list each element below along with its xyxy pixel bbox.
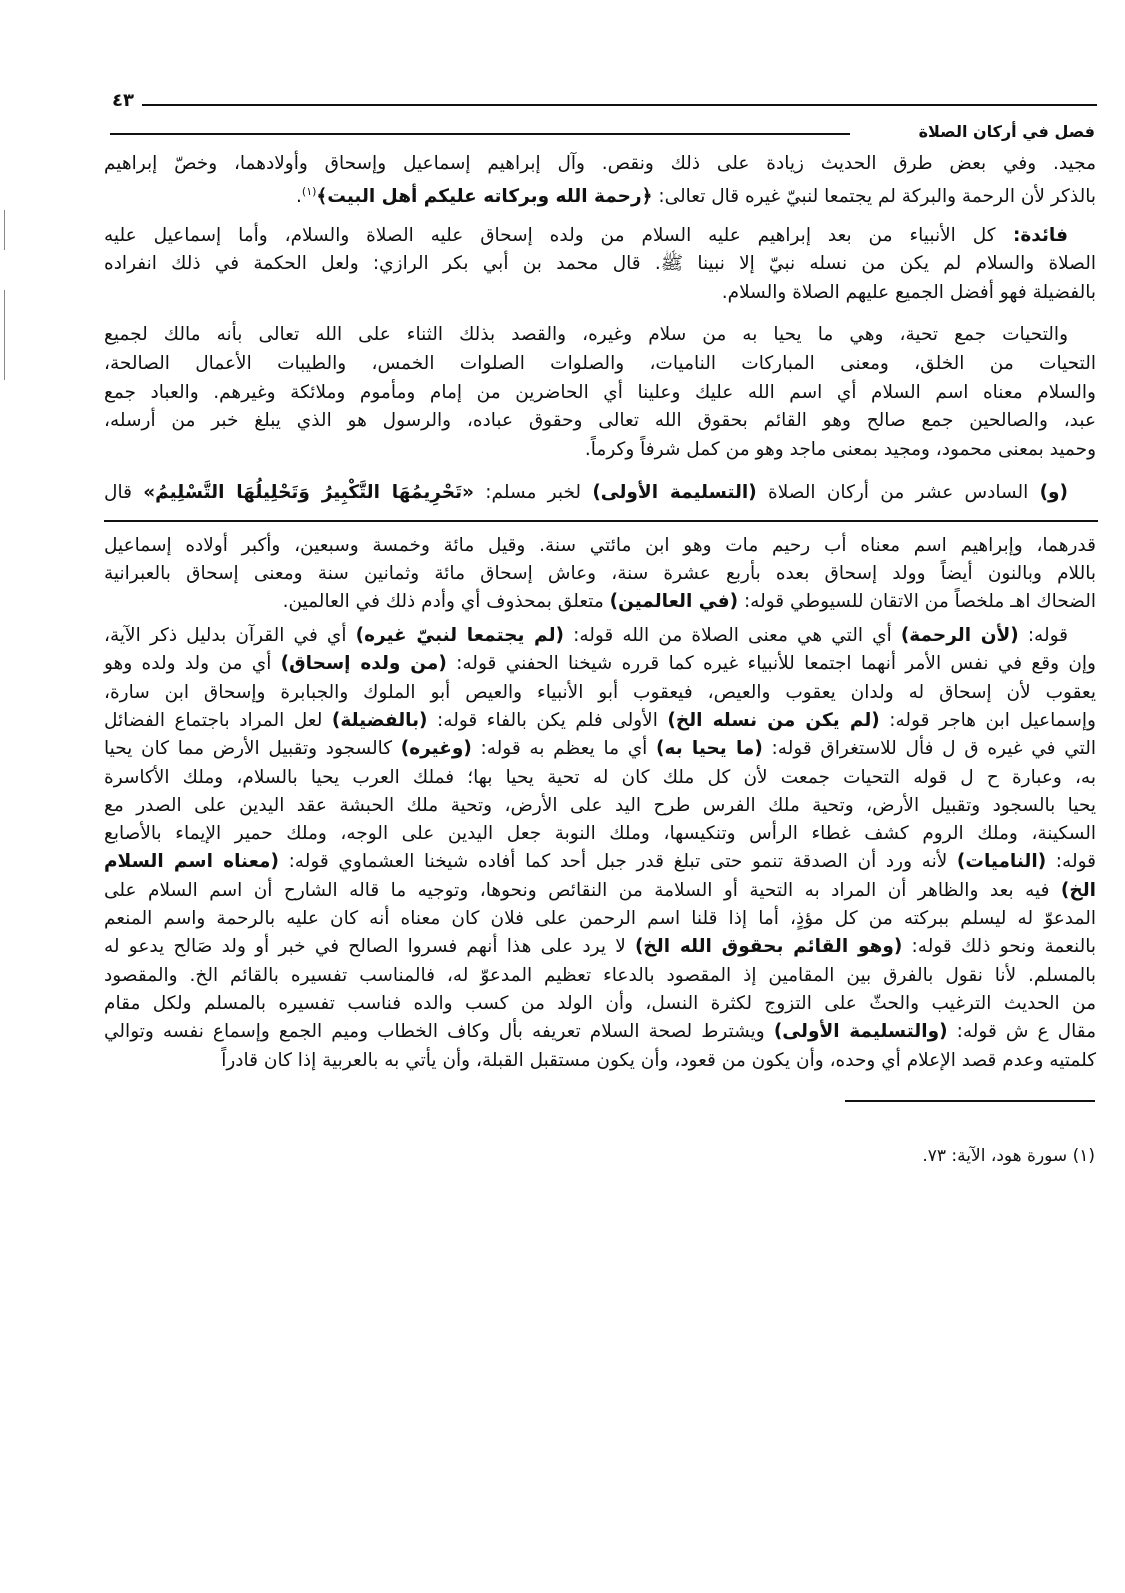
text-segment: كل الأنبياء من بعد إبراهيم عليه السلام من ولده إسحاق عليه الصلاة والسلام، وأما إسماعيل عليه xyxy=(104,225,996,246)
text-segment: باللام وبالنون أيضاً وولد إسحاق بعده بأربع عشرة سنة، وعاش إسحاق مائة وثمانين سنة ومعنى إسحاق بالعبرانية xyxy=(104,563,1096,584)
header-rule xyxy=(142,104,1097,106)
main-line xyxy=(104,222,1096,250)
bold-quote: (وغيره) xyxy=(400,738,472,760)
scan-margin-mark xyxy=(4,290,5,380)
text-segment: السكينة، وملك الروم كشف غطاء الرأس وتنكيسها، وملك النوبة جعل اليدين على الوجه، وملك حمير الإيماء بالأصابع xyxy=(104,823,1096,845)
commentary-line xyxy=(104,962,1096,990)
text-segment: لا يرد على هذا أنهم فسروا الصالح في خبر أو ولد صَالح يدعو له xyxy=(104,936,635,958)
main-line xyxy=(104,321,1096,349)
commentary-line xyxy=(104,588,1096,616)
text-segment: السادس عشر من أركان الصلاة xyxy=(756,482,1040,503)
running-title: فصل في أركان الصلاة xyxy=(918,122,1095,141)
text-segment: قال xyxy=(104,482,144,503)
text-segment: قدرهما، وإبراهيم اسم معناه أب رحيم مات وهو ابن مائتي سنة. وقيل مائة وخمسة وسبعين، وأكبر أولاده إسماعيل xyxy=(104,535,1096,556)
bold-quote: (لأن الرحمة) xyxy=(900,625,1019,646)
bold-quote: (لم يكن من نسله الخ) xyxy=(667,709,880,731)
commentary-line xyxy=(104,933,1096,961)
text-segment: يعقوب لأن إسحاق له ولدان يعقوب والعيص، فيعقوب أبو الأنبياء والعيص أبو الملوك والجبابرة وإسحاق ابن سارة، xyxy=(104,681,1096,703)
main-line xyxy=(104,479,1096,507)
text-segment: كلمتيه وعدم قصد الإعلام أي وحده، وأن يكون من قعود، وأن يكون مستقبل القبلة، وأن يأتي به بالعربية إذا كان قادراً xyxy=(221,1049,1096,1071)
text-segment: أي التي هي معنى الصلاة من الله قوله: xyxy=(563,625,901,646)
page-number: ٤٣ xyxy=(112,90,134,111)
text-segment: ويشترط لصحة السلام تعريفه بأل وكاف الخطاب وميم الجمع وإسماع نفسه وتوالي xyxy=(104,1021,774,1043)
text-segment: بالذكر لأن الرحمة والبركة لم يجتمعا لنبيّ غيره قال تعالى: xyxy=(652,186,1096,208)
running-title-rule xyxy=(110,133,850,135)
commentary-line xyxy=(104,735,1096,763)
text-segment: بالمسلم. لأنا نقول بالفرق بين المقامين إذ المقصود بالدعاء تعظيم المدعوّ له، فالمناسب تفسيره بالقائم الخ. والمقصود xyxy=(104,964,1096,986)
text-segment: وإن وقع في نفس الأمر أنهما اجتمعا للأنبياء غيره كما قرره شيخنا الحفني قوله: xyxy=(446,653,1096,675)
text-segment: من الحديث الترغيب والحثّ على التزوج لكثرة النسل، وأن الولد من كسب والده فناسب تفسيره بالمسلم ولكل مقام xyxy=(104,992,1096,1014)
main-line xyxy=(104,279,1096,307)
footnote: (١) سورة هود، الآية: ٧٣. xyxy=(922,1146,1095,1166)
commentary-line xyxy=(104,650,1096,678)
text-segment: الصلاة والسلام لم يكن من نسله نبيّ إلا نبينا ﷺ. قال محمد بن أبي بكر الرازي: ولعل الحكمة في ذلك انفراده xyxy=(104,253,1096,274)
text-segment: المدعوّ له ليسلم ببركته من كل مؤذٍ، أما إذا قلنا اسم الرحمن على فلان كان معناه أنه كان عليه بالرحمة واسم المنعم xyxy=(104,908,1096,929)
commentary-line xyxy=(104,679,1096,707)
scan-margin-mark xyxy=(4,210,5,250)
bold-quote: (و) xyxy=(1039,482,1068,503)
text-segment: كالسجود وتقبيل الأرض مما كان يحيا xyxy=(104,738,401,760)
text-segment: لعل المراد باجتماع الفضائل xyxy=(104,709,332,731)
bold-quote: (وهو القائم بحقوق الله الخ) xyxy=(634,936,903,958)
bold-quote: (التسليمة الأولى) xyxy=(592,482,757,503)
text-segment: الضحاك اهـ ملخصاً من الاتقان للسيوطي قوله: xyxy=(738,591,1096,612)
bold-quote: (الناميات) xyxy=(956,851,1047,873)
text-segment: أي في القرآن بدليل ذكر الآية، xyxy=(104,625,356,646)
text-segment: قوله: xyxy=(1046,851,1096,873)
text-segment: لخبر مسلم: xyxy=(474,482,593,503)
main-line xyxy=(104,150,1096,178)
bold-quote: الخ) xyxy=(1060,879,1096,901)
main-line xyxy=(104,407,1096,435)
bold-quote: (من ولده إسحاق) xyxy=(280,653,447,675)
text-segment: قوله: xyxy=(1018,625,1069,646)
commentary-separator xyxy=(104,520,1098,522)
text-segment: وإسماعيل ابن هاجر قوله: xyxy=(879,709,1096,731)
main-line xyxy=(104,250,1096,278)
text-segment: متعلق بمحذوف أي وأدم ذلك في العالمين. xyxy=(282,591,610,612)
text-segment: مقال ع ش قوله: xyxy=(947,1021,1096,1043)
commentary-line xyxy=(104,848,1096,876)
text-segment: وحميد بمعنى محمود، ومجيد بمعنى ماجد وهو من كمل شرفاً وكرماً. xyxy=(584,439,1096,460)
main-line xyxy=(104,178,1096,206)
text-segment: والسلام معناه اسم السلام أي اسم الله عليك وعلينا أي الحاضرين من إمام ومأموم وملائكة وغيرهم. والعباد جمع xyxy=(104,382,1096,403)
commentary-line xyxy=(104,792,1096,820)
commentary-line xyxy=(104,764,1096,792)
footnote-ref: (١) xyxy=(301,185,317,198)
text-segment: لأنه ورد أن الصدقة تنمو حتى تبلغ قدر جبل أحد كما أفاده شيخنا العشماوي قوله: xyxy=(278,851,957,873)
bold-quote: «تَحْرِيمُهَا التَّكْبِيرُ وَتَحْلِيلُهَا التَّسْلِيمُ» xyxy=(143,482,475,503)
main-line xyxy=(104,436,1096,464)
bold-quote: فائدة: xyxy=(995,225,1068,246)
text-segment: أي من ولد ولده وهو xyxy=(104,653,281,675)
text-segment: بالفضيلة فهو أفضل الجميع عليهم الصلاة والسلام. xyxy=(721,282,1096,303)
commentary-line xyxy=(104,532,1096,560)
bold-quote: (بالفضيلة) xyxy=(331,709,428,731)
commentary-line xyxy=(104,1018,1096,1046)
commentary-line xyxy=(104,707,1096,735)
text-segment: مجيد. وفي بعض طرق الحديث زيادة على ذلك ونقص. وآل إبراهيم إسماعيل وإسحاق وأولادهما، وخصّ إبراهيم xyxy=(104,153,1096,174)
text-segment: التحيات من الخلق، ومعنى المباركات الناميات، والصلوات الصلوات الخمس، والطيبات الأعمال الصالحة، xyxy=(104,353,1096,374)
bold-quote: (لم يجتمعا لنبيّ غيره) xyxy=(355,625,564,646)
text-segment: يحيا بالسجود وتقبيل الأرض، وتحية ملك الفرس طرح اليد على الأرض، وتحية ملك الحبشة عقد اليدين على الصدر مع xyxy=(104,794,1096,816)
text-segment: الأولى فلم يكن بالفاء قوله: xyxy=(427,709,668,731)
commentary-line xyxy=(104,622,1096,650)
commentary-line xyxy=(104,560,1096,588)
bold-quote: (والتسليمة الأولى) xyxy=(773,1021,948,1043)
bold-quote: ﴿رحمة الله وبركاته عليكم أهل البيت﴾ xyxy=(316,186,653,208)
main-line xyxy=(104,379,1096,407)
bold-quote: (في العالمين) xyxy=(609,591,739,612)
commentary-line xyxy=(104,820,1096,848)
text-segment: عبد، والصالحين جمع صالح وهو القائم بحقوق الله تعالى وحقوق عباده، والرسول هو الذي يبلغ خبر من أرسله، xyxy=(104,410,1096,431)
commentary-line xyxy=(104,905,1096,933)
text-segment: . xyxy=(296,186,302,208)
commentary-line xyxy=(104,1047,1096,1075)
bold-quote: (ما يحيا به) xyxy=(656,738,763,760)
text-segment: التي في غيره ق ل فأل للاستغراق قوله: xyxy=(762,738,1096,760)
text-segment: أي ما يعظم به قوله: xyxy=(471,738,657,760)
bold-quote: (معناه اسم السلام xyxy=(104,851,279,873)
text-segment: والتحيات جمع تحية، وهي ما يحيا به من سلام وغيره، والقصد بذلك الثناء على الله تعالى بأنه مالك لجميع xyxy=(104,324,1068,345)
commentary-line xyxy=(104,877,1096,905)
text-segment: بالنعمة ونحو ذلك قوله: xyxy=(902,936,1096,958)
footnote-rule xyxy=(845,1100,1095,1102)
text-segment: به، وعبارة ح ل قوله التحيات جمعت لأن كل ملك كان له تحية يحيا بها؛ فملك العرب يحيا بالسلام، وملك الأكاسرة xyxy=(104,766,1096,788)
commentary-line xyxy=(104,990,1096,1018)
text-segment: فيه بعد والظاهر أن المراد به التحية أو السلامة من النقائص ونحوها، وتوجيه ما قاله الشارح أن اسم السلام على xyxy=(104,879,1061,901)
main-line xyxy=(104,350,1096,378)
